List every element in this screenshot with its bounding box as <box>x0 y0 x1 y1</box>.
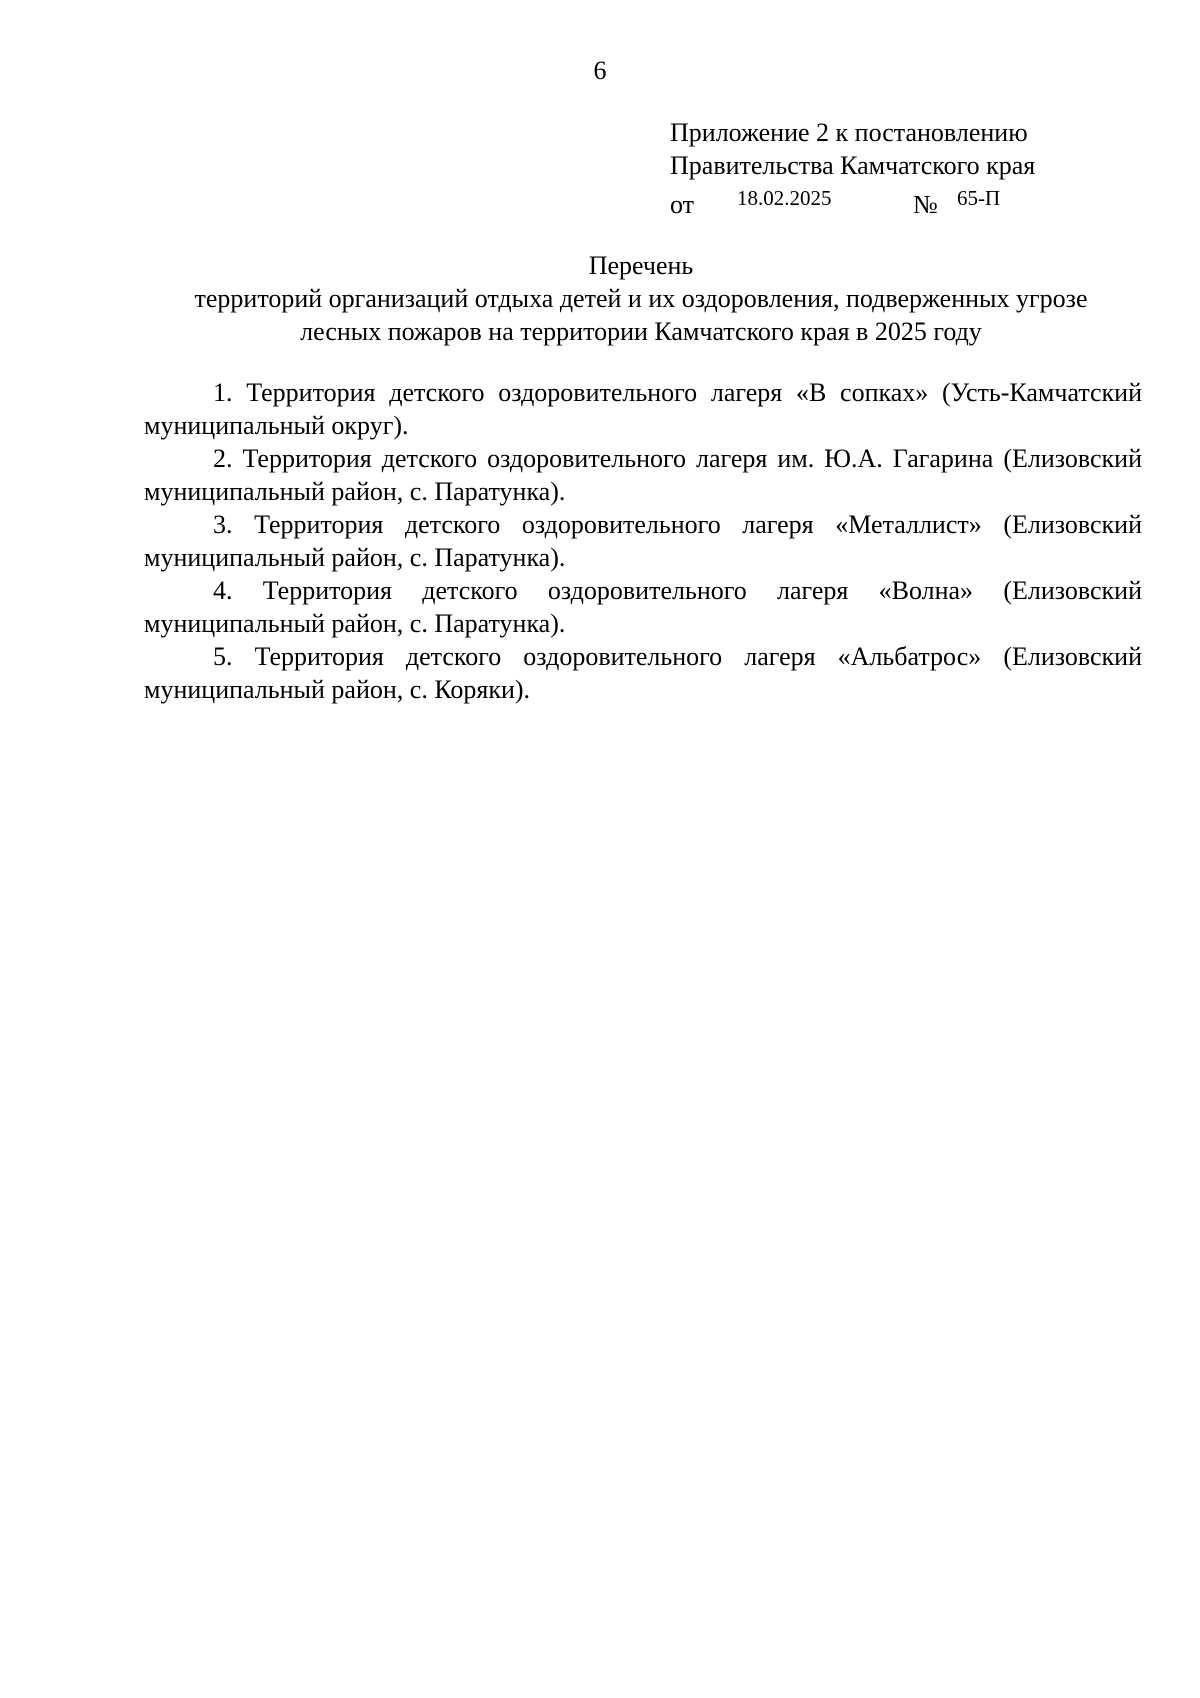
title-line-1: территорий организаций отдыха детей и их оздоровления, подверженных угрозе <box>194 284 1088 313</box>
list-item: 5. Территория детского оздоровительного лагеря «Альбатрос» (Елизовский муниципальный район, с. Коряки). <box>144 642 1142 704</box>
appendix-line-1: Приложение 2 к постановлению <box>670 118 1028 147</box>
appendix-number-sign: № <box>913 190 938 219</box>
appendix-ot-label: от <box>670 190 695 219</box>
title-line-2: лесных пожаров на территории Камчатского края в 2025 году <box>300 317 982 346</box>
appendix-number: 65-П <box>957 186 1001 210</box>
appendix-date: 18.02.2025 <box>737 186 832 210</box>
list-item: 4. Территория детского оздоровительного лагеря «Волна» (Елизовский муниципальный район, с. Паратунка). <box>144 576 1142 638</box>
document-title <box>140 249 1142 348</box>
territory-list <box>144 376 1142 706</box>
list-item: 2. Территория детского оздоровительного лагеря им. Ю.А. Гагарина (Елизовский муниципальный район, с. Паратунка). <box>144 444 1142 506</box>
page-number: 6 <box>593 56 607 85</box>
appendix-reference <box>670 182 1170 219</box>
appendix-header <box>670 116 1170 219</box>
title-heading: Перечень <box>588 251 694 280</box>
appendix-line-2: Правительства Камчатского края <box>670 151 1036 180</box>
list-item: 3. Территория детского оздоровительного лагеря «Металлист» (Елизовский муниципальный район, с. Паратунка). <box>144 510 1142 572</box>
list-item: 1. Территория детского оздоровительного лагеря «В сопках» (Усть-Камчатский муниципальный округ). <box>144 378 1142 440</box>
